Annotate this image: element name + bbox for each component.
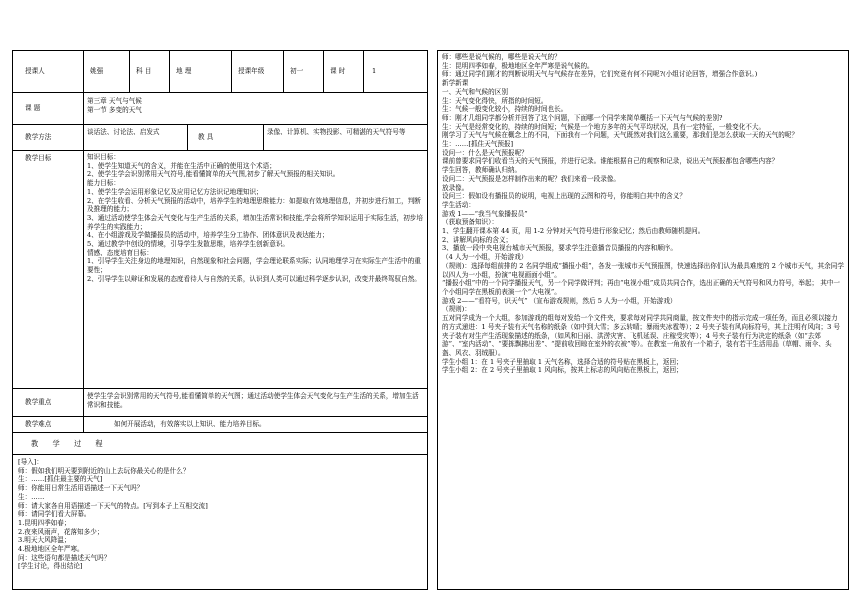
process-line: 1.昆明四季如春； — [18, 518, 71, 527]
right-line: 3、播放一段中央电视台城市天气预报，要求学生注意播音员播报的内容和顺序。 — [442, 244, 677, 253]
goal-line: 5、通过教学中创设的情境，引导学生发散思维，培养学生创新意识。 — [87, 240, 290, 249]
goals-row — [13, 151, 427, 389]
right-line: （4 人为一小组，开始游戏） — [442, 253, 528, 262]
header-row — [13, 51, 427, 93]
goal-line: 2、在学生收看、分析天气预报的活动中，培养学生的地理思维能力：如提取有效地理信息，并初步进行加工，判断及推理的能力； — [87, 196, 421, 214]
focus-value: 使学生学会识别常用的天气符号,能看懂简单的天气图；通过活动使学生体会天气变化与生产生活的关系，增加生活常识和技能。 — [83, 389, 427, 416]
process-line: 生：……[抓住最主要的天气] — [18, 475, 103, 484]
goal-line: 能力目标： — [87, 179, 120, 188]
right-line: 一、天气和气候的区别 — [442, 87, 508, 96]
right-line: （规则)：选择每组前排的 2 名同学组成“播报小组”，各发一张城市天气预报图，快速选择出你们认为最具难度的 2 个城市天气，其余同学以四人为一小组，扮演“电视画面小组”。 — [442, 261, 844, 279]
goal-line: 2、使学生学会识别常用天气符号,能看懂简单的天气图,初步了解天气预报的相关知识。 — [87, 170, 340, 179]
teacher-label: 授课人 — [25, 67, 45, 76]
right-line: （获取预备知识）： — [442, 218, 499, 227]
right-line: 游戏 1——“我当气象播报员” — [442, 209, 528, 218]
topic-label: 课 题 — [25, 104, 41, 113]
right-line: 生：天气是经常变化的，持续的时间短；气候是一个地方多年的天气平均状况，具有一定特征，一般变化不大。 — [442, 122, 766, 131]
difficulty-value: 如何开展活动，有效落实以上知识、能力培养目标。 — [83, 417, 427, 432]
right-line: 师：哪些是说气候的，哪些是说天气的？ — [442, 53, 561, 61]
right-line: 刚学习了天气与气候在概念上的不同，下面我有一个问题，天气既然对我们这么重要，那我们是怎么获取一天的天气的呢？ — [442, 131, 799, 140]
process-line: 师：你能用日常生活用语描述一下天气吗？ — [18, 484, 144, 493]
right-line: 设问三：假如设有播报员的说明，电视上出现的云图和符号，你能明白其中的含义？ — [442, 192, 686, 201]
right-line: 游戏 2——“看符号，识天气” （宣布游戏规则，然后 5 人为一小组，开始游戏） — [442, 296, 677, 305]
focus-label: 教学重点 — [25, 398, 52, 407]
right-line: 生：……[抓住天气预报] — [442, 140, 514, 149]
topic-row — [13, 93, 427, 125]
process-line: 师：假如我们明天要到附近的山上去玩你最关心的是什么？ — [18, 466, 190, 475]
right-line: 设问一：什么是天气预报呢？ — [442, 148, 528, 157]
process-line: 师：请同学们看大屏幕。 — [18, 510, 91, 519]
process-line: 生：…… — [18, 492, 45, 501]
goals-label: 教学目标 — [25, 154, 52, 162]
right-line: 学生活动： — [442, 200, 475, 209]
process-line: 3.明天大风降温； — [18, 536, 71, 545]
goal-line: 知识目标： — [87, 153, 120, 161]
lesson-plan-table — [12, 50, 428, 590]
process-line: 师：请大家各自用语描述一下天气的特点。[写到本子上互相交流] — [18, 501, 208, 510]
teacher-value: 姚强 — [83, 51, 129, 92]
tools-value: 录像、计算机、实物投影、可精湛的天气符号等 — [263, 125, 427, 150]
process-line: [学生讨论，得出结论] — [18, 562, 83, 571]
method-value: 谈话法、讨论法、启发式 — [83, 125, 187, 150]
process-title: 教 学 过 程 — [31, 438, 109, 448]
right-line: 师：刚才几组同学都分析并回答了这个问题，下面哪一个同学来简单概括一下天气与气候的差别? — [442, 113, 723, 122]
process-line: 2.夜来风雨声，花落知多少； — [18, 527, 104, 536]
difficulty-row — [13, 417, 427, 433]
tools-label: 教 具 — [187, 125, 263, 150]
process-line: 问：这些语句都是描述天气吗？ — [18, 553, 111, 562]
right-line: 课前曾要求同学们收看当天的天气预报，并进行记录。谁能根据自己的观察和记录，说出天气预报都包含哪些内容？ — [442, 157, 779, 166]
right-line: 2、讲解风向标的含义； — [442, 235, 513, 244]
subject-label: 科 目 — [129, 51, 169, 92]
right-line: 生：昆明四季如春，极地地区全年严寒是说气候的。 — [442, 61, 594, 70]
grade-value: 初一 — [283, 51, 323, 92]
goal-line: 4、在小组游戏及学做播报员的活动中，培养学生分工协作、团体意识及表达能力； — [87, 231, 329, 240]
right-line: （规则)： — [442, 305, 471, 314]
process-continuation — [437, 50, 849, 590]
subject-value: 地 理 — [169, 51, 231, 92]
topic-value — [83, 93, 427, 124]
topic-section: 第一节 多变的天气 — [87, 105, 142, 114]
grade-label: 授课年级 — [231, 51, 283, 92]
goal-line: 1、使学生知道天气的含义，并能在生活中正确的使用这个术语； — [87, 161, 276, 170]
focus-row — [13, 389, 427, 417]
right-line: 生：天气变化得快，所指的时间短。 — [442, 96, 548, 105]
process-body — [13, 455, 427, 589]
method-label: 教学方法 — [25, 133, 52, 142]
process-title-row — [13, 433, 427, 455]
difficulty-label: 教学难点 — [25, 420, 52, 429]
process-line: [导入]： — [18, 458, 43, 466]
goal-line: 1、使学生学会运用形象记忆及应用记忆方法识记地理知识； — [87, 187, 263, 196]
goal-line: 2、引导学生以辩证和发展的态度看待人与自然的关系，认识到人类可以通过科学逐步认识，改变并最终驾驭自然。 — [87, 274, 421, 283]
goal-line: 1、引导学生关注身边的地理知识，自然现象和社会问题，学会理论联系实际；认同地理学习在实际生产生活中的重要性； — [87, 257, 421, 275]
right-line: 1、学生翻开课本第 44 页，用 1-2 分钟对天气符号进行形象记忆；然后由教师随机提问。 — [442, 227, 705, 236]
right-line: 师：通过同学们刚才的判断说明天气与气候存在差异，它们究竟有何不同呢?(小组讨论回答，增强合作意识。) — [442, 70, 758, 79]
method-row — [13, 125, 427, 151]
hours-label: 课 时 — [323, 51, 363, 92]
right-line: 五对同学成为一个大组，参加游戏的组每对发给一个文件夹，要求每对同学共同商量，按文件夹中的指示完成一项任务，而且必须以接力的方式递进：1 号夹子装有天气名称的纸条（如中到大雪；多云转晴；暴雨夹冰雹等）；2 号夹子装有风向标符号，其上注明有风向；3 号夹子装有对生产生活现象描述的纸条，（如风和日丽、洪涝灾害、飞机延误、庄稼受灾等）；4 号夹子装有行为决定的纸条（如“去郊游”、“室内活动”、“要拣飘拂出差”、“提前收回晾在室外的衣被”等）。在教室一角放有一个箱子，装有若干生活用品（草帽、雨伞、头盔、风衣、羽绒服）。 — [442, 314, 841, 357]
right-line: 放录像。 — [442, 183, 469, 192]
right-line: 学生回答，教师确认归纳。 — [442, 166, 522, 175]
goal-line: 3、通过活动使学生体会天气变化与生产生活的关系，增加生活常识和技能,学会将所学知识运用于实际生活，初步培养学生的实践能力； — [87, 213, 423, 231]
right-line: 设问二：天气预报是怎样制作出来的呢？我们来看一段录像。 — [442, 174, 621, 183]
right-line: 生：气候一般变化较小，持续的时间也长。 — [442, 105, 568, 114]
right-line: “播报小组”中的一个同学播报天气，另一个同学做评判；再由“电视小组”成员共同合作，选出正确的天气符号和风力符号，举起； 其中一个小组同学在黑板前表演一个“大电视”。 — [442, 279, 841, 296]
right-line: 学生小组 2：在 2 号夹子里抽取 1 风向标，按其上标志的风向贴在黑板上，返回； — [442, 366, 683, 375]
topic-chapter: 第三章 天气与气候 — [87, 97, 142, 105]
hours-value: 1 — [363, 51, 427, 92]
right-line: 学生小组 1：在 1 号夹子里抽取 1 天气名称，选择合适的符号贴在黑板上，返回； — [442, 357, 683, 366]
goals-content — [83, 151, 427, 388]
goal-line: 情感、态度培育目标： — [87, 248, 153, 257]
process-line: 4.极地地区全年严寒。 — [18, 545, 84, 554]
right-line: 新学新课 — [442, 79, 469, 88]
